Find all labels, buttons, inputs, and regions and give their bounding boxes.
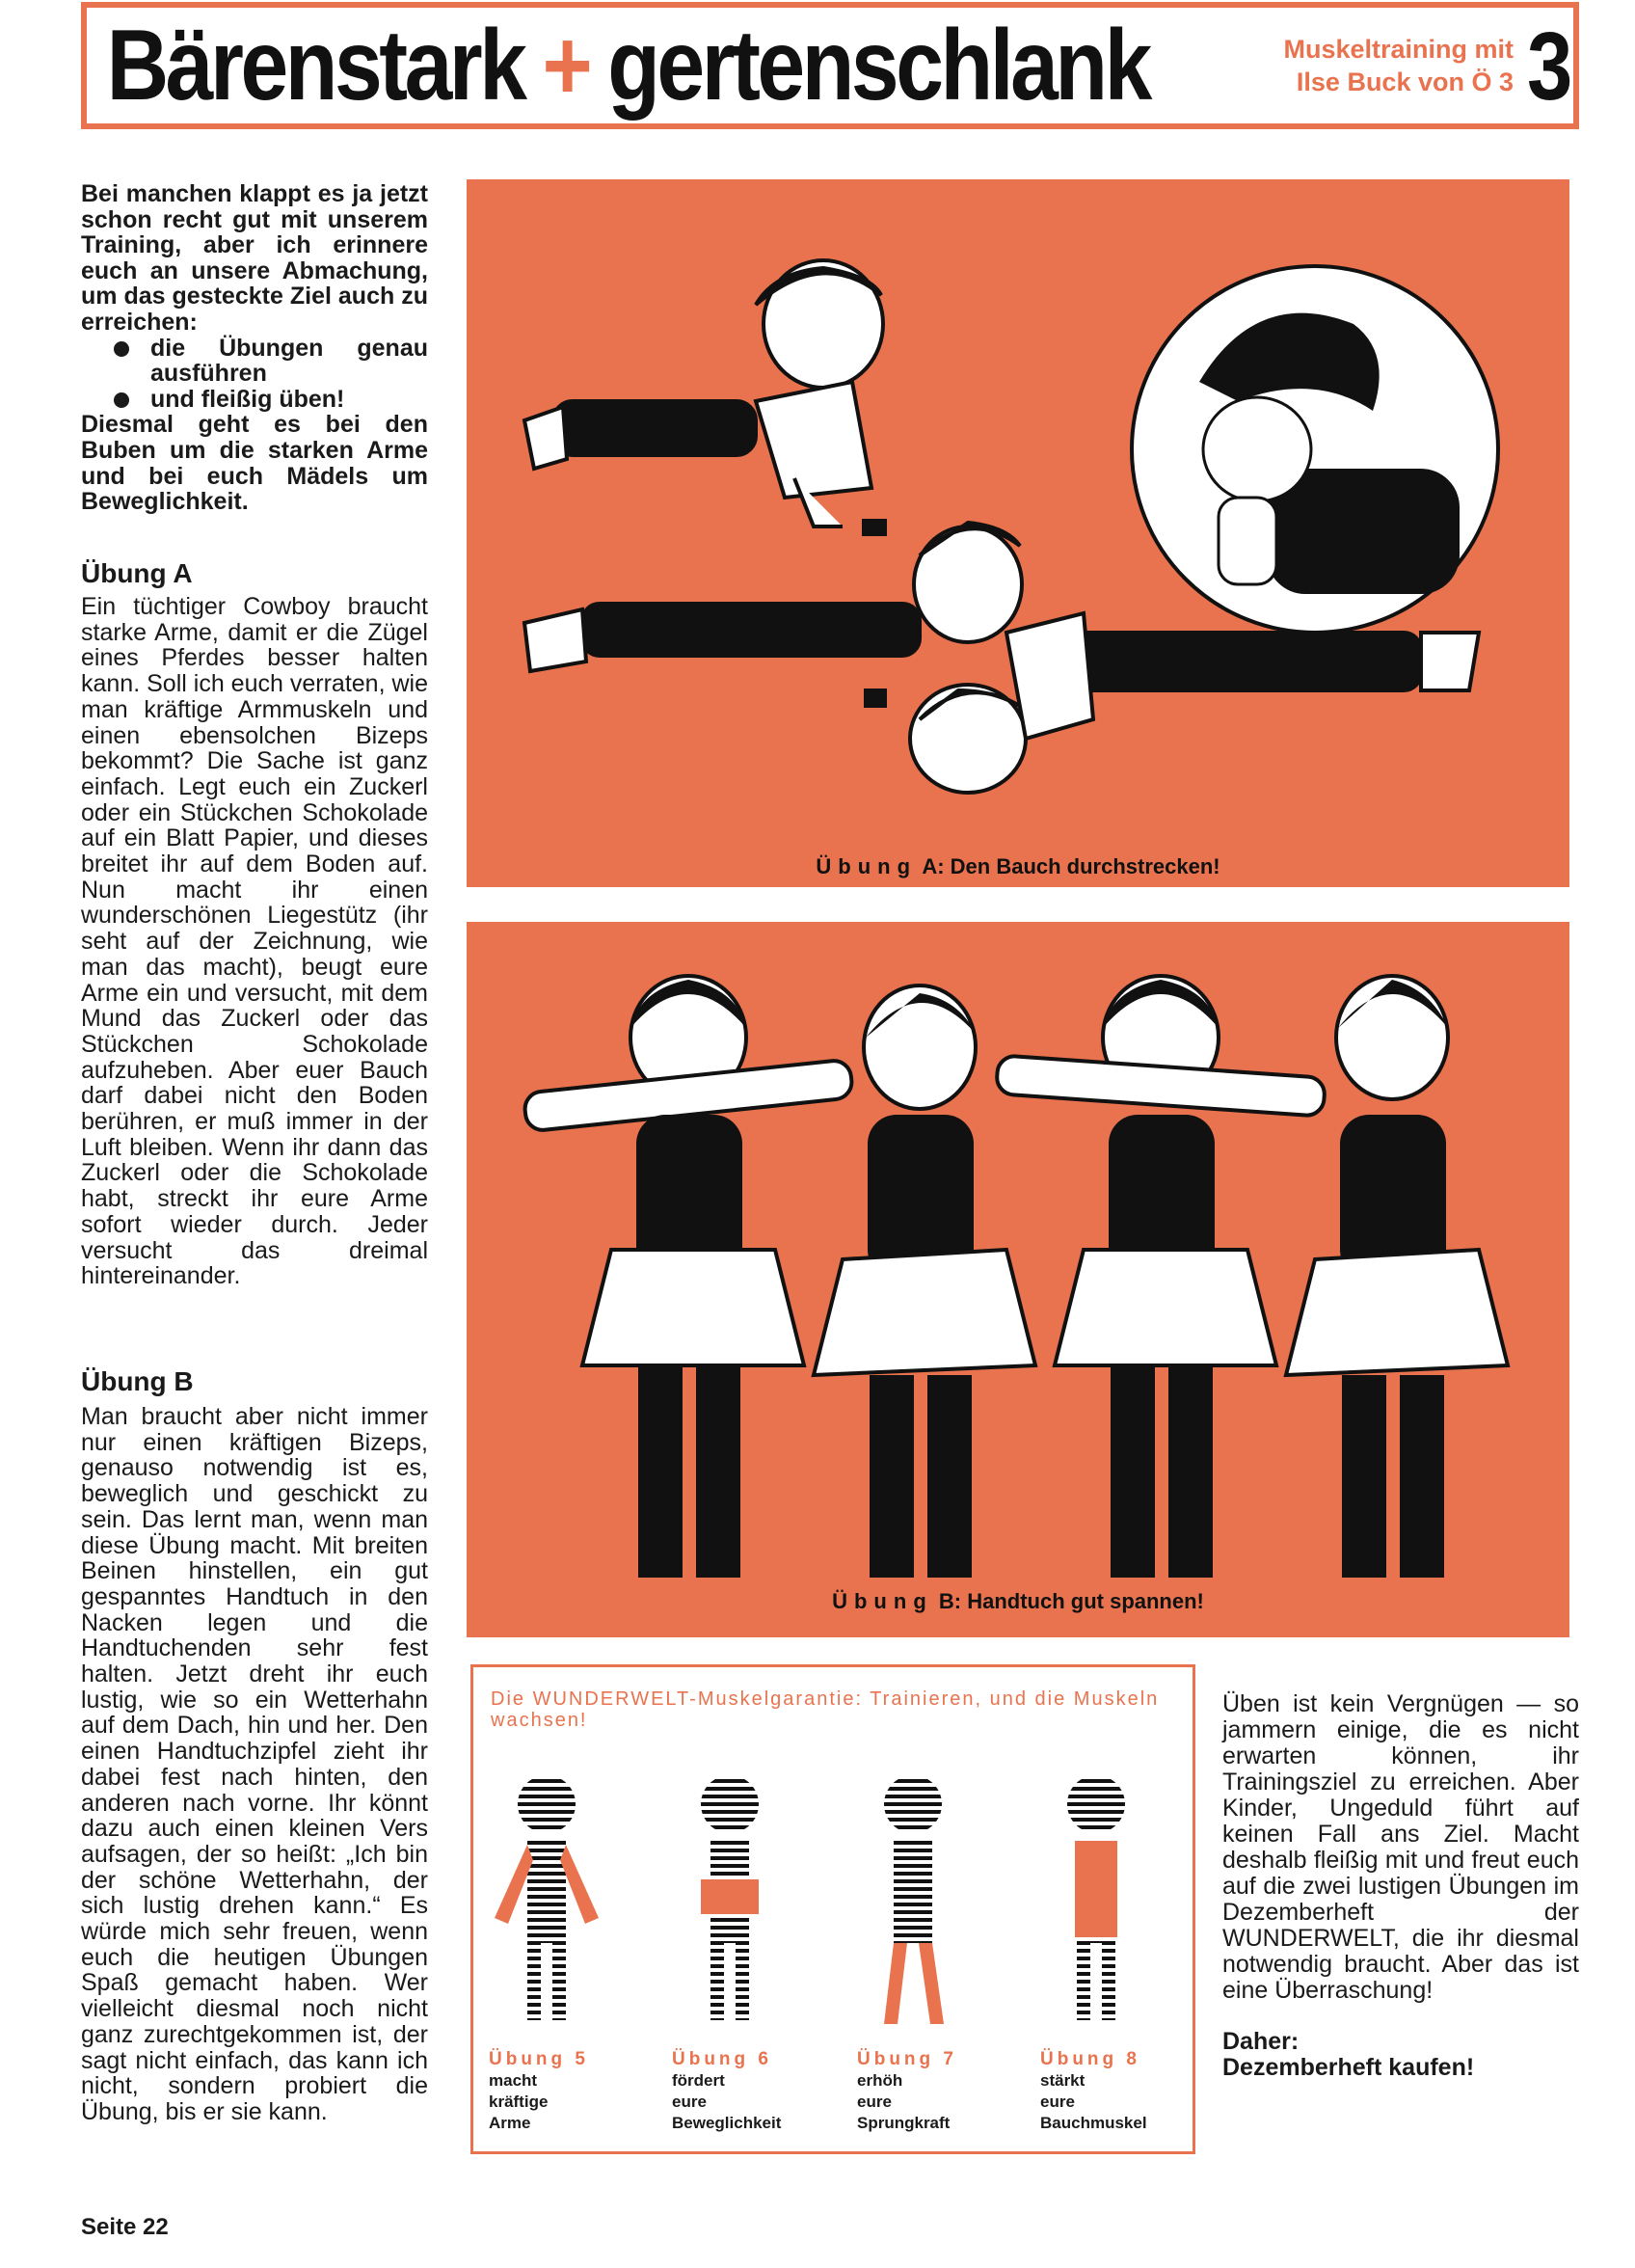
cta-line-2: Dezemberheft kaufen! (1222, 2054, 1475, 2081)
exercise-line: macht (489, 2071, 538, 2090)
exercise-line: kräftige (489, 2092, 549, 2111)
exercise-line: Beweglichkeit (672, 2114, 782, 2132)
caption-b (467, 1589, 1569, 1614)
exercise-item-6 (672, 2049, 836, 2134)
page-header (81, 2, 1579, 129)
caption-a (467, 854, 1569, 879)
bullet-item: die Übungen genau ausführen (81, 336, 428, 387)
exercise-item-7 (857, 2049, 1021, 2134)
title-plus: + (542, 9, 590, 122)
exercise-line: Sprungkraft (857, 2114, 951, 2132)
closing-paragraph: Üben ist kein Vergnügen — so jammern einige, die es nicht erwarten können, ihr Trainingsziel zu erreichen. Aber Kinder, Ungeduld führt auf keinen Fall ans Ziel. Macht deshalb fleißig mit und freut euch auf die zwei lustigen Übungen im Dezemberheft der WUNDERWELT, die ihr diesmal notwendig braucht. Aber das ist eine Überraschung! (1222, 1690, 1579, 2004)
exercise-line: eure (857, 2092, 892, 2111)
intro-paragraph: Bei manchen klappt es ja jetzt schon recht gut mit unserem Training, aber ich erinnere euch an unsere Abmachung, um das gesteckte Ziel auch zu erreichen: (81, 180, 428, 336)
text-uebung-b-part2: Es würde mich sehr freuen, wenn euch die heutigen Übungen Spaß gemacht haben. Wer vielleicht diesmal noch nicht ganz zurechtgekommen ist, der sagt nicht einfach, das kann ich nicht, sondern probiert die Übung, bis er sie kann. (81, 1892, 428, 2125)
figure-arms (495, 1775, 599, 2020)
title-left: Bärenstark (106, 9, 524, 122)
girl-figure-1 (523, 976, 853, 1578)
text-uebung-b (81, 1404, 428, 2125)
heading-uebung-b: Übung B (81, 1366, 194, 1396)
exercise-line: fördert (672, 2071, 725, 2090)
call-to-action (1222, 2029, 1579, 2081)
illustration-panel-a (467, 179, 1569, 887)
closing-column (1222, 1691, 1579, 2081)
exercise-heading: Übung 6 (672, 2049, 772, 2069)
exercise-item-8 (1040, 2049, 1204, 2134)
intro-text (81, 181, 428, 515)
exercise-line: erhöh (857, 2071, 903, 2090)
muscle-guarantee-box (470, 1664, 1195, 2154)
exercise-heading: Übung 5 (489, 2049, 589, 2069)
girl-figure-4 (1286, 976, 1508, 1578)
header-subtitle (1244, 33, 1514, 98)
girl-figure-3 (996, 976, 1326, 1578)
bullet-item: und fleißig üben! (81, 387, 428, 413)
heading-uebung-a: Übung A (81, 558, 193, 588)
title-right: gertenschlank (607, 9, 1149, 122)
page-title (87, 8, 1149, 123)
exercise-heading: Übung 7 (857, 2049, 957, 2069)
page-number: Seite 22 (81, 2214, 169, 2240)
text-uebung-a: Ein tüchtiger Cowboy braucht starke Arme, damit er die Zügel eines Pferdes besser halten kann. Soll ich euch verraten, wie man kräftige Armmuskeln und einen ebensolchen Bizeps bekommt? Die Sache ist ganz einfach. Legt euch ein Zuckerl oder ein Stückchen Schokolade auf ein Blatt Papier, und dieses breitet ihr auf dem Boden auf. Nun macht ihr einen wunderschönen Liegestütz (ihr seht auf der Zeichnung, wie man das macht), beugt eure Arme ein und versucht, mit dem Mund das Zuckerl oder das Stückchen Schokolade aufzuheben. Aber euer Bauch darf dabei nicht den Boden berühren, er muß immer in der Luft bleiben. Wenn ihr dann das Zuckerl oder die Schokolade habt, streckt ihr eure Arme sofort wieder durch. Jeder versucht das dreimal hintereinander. (81, 593, 428, 1290)
figure-legs (884, 1775, 944, 2024)
issue-number: 3 (1527, 13, 1573, 121)
towel-twist-illustration (467, 922, 1569, 1637)
intro-bullets (81, 336, 428, 413)
exercise-line: Bauchmuskel (1040, 2114, 1147, 2132)
pushup-illustration (467, 179, 1569, 887)
intro-closing: Diesmal geht es bei den Buben um die starken Arme und bei euch Mädels um Beweglichkeit. (81, 411, 428, 516)
subtitle-line-2: Ilse Buck von Ö 3 (1296, 68, 1514, 96)
figure-waist (701, 1775, 759, 2020)
caption-a-label: Übung (816, 854, 918, 878)
exercise-line: eure (672, 2092, 707, 2111)
illustration-panel-b (467, 922, 1569, 1637)
caption-b-text: B: Handtuch gut spannen! (938, 1589, 1204, 1613)
caption-a-text: A: Den Bauch durchstrecken! (922, 854, 1220, 878)
text-uebung-b-part1: Man braucht aber nicht immer nur einen kräftigen Bizeps, genauso notwendig ist es, beweglich und geschickt zu sein. Das lernt man, wenn man diese Übung macht. Mit breiten Beinen hinstellen, ein gut gespanntes Handtuch in den Nacken legen und die Handtuchenden sehr fest halten. Jetzt dreht ihr euch lustig, wie so ein Wetterhahn auf dem Dach, hin und her. Den einen Handtuchzipfel zieht ihr dabei fest nach hinten, den anderen nach vorne. Ihr könnt dazu auch einen kleinen Vers aufsagen, der so heißt: „Ich bin der schöne Wetterhahn, der sich lustig drehen kann.“ (81, 1403, 428, 1920)
cta-line-1: Daher: (1222, 2028, 1300, 2055)
exercise-item-5 (489, 2049, 653, 2134)
subtitle-line-1: Muskeltraining mit (1283, 35, 1514, 64)
caption-b-label: Übung (832, 1589, 933, 1613)
exercise-line: Arme (489, 2114, 531, 2132)
figure-belly (1067, 1775, 1125, 2020)
exercise-line: stärkt (1040, 2071, 1086, 2090)
exercise-heading: Übung 8 (1040, 2049, 1140, 2069)
guarantee-title: Die WUNDERWELT-Muskelgarantie: Trainieren, und die Muskeln wachsen! (491, 1688, 1160, 1731)
exercise-line: eure (1040, 2092, 1075, 2111)
muscle-figures (473, 1764, 1193, 2053)
